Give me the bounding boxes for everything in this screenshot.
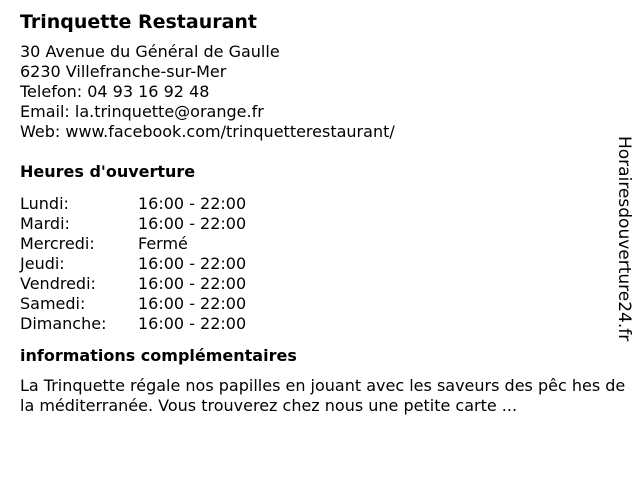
email-line: Email: la.trinquette@orange.fr xyxy=(20,102,264,121)
day-label: Jeudi: xyxy=(20,254,65,273)
hours-row xyxy=(20,214,610,234)
day-label: Mardi: xyxy=(20,214,70,233)
restaurant-name: Trinquette Restaurant xyxy=(20,11,258,33)
address-line-1: 30 Avenue du Général de Gaulle xyxy=(20,42,280,61)
day-label: Lundi: xyxy=(20,194,69,213)
phone-line: Telefon: 04 93 16 92 48 xyxy=(20,82,210,101)
hours-value: 16:00 - 22:00 xyxy=(138,254,247,273)
web-line: Web: www.facebook.com/trinquetterestaurant/ xyxy=(20,122,395,141)
hours-row xyxy=(20,194,610,214)
day-label: Vendredi: xyxy=(20,274,96,293)
address-line-2: 6230 Villefranche-sur-Mer xyxy=(20,62,227,81)
hours-row xyxy=(20,314,610,334)
hours-row xyxy=(20,234,610,254)
hours-value: Fermé xyxy=(138,234,188,253)
hours-row xyxy=(20,274,610,294)
day-label: Samedi: xyxy=(20,294,86,313)
day-label: Mercredi: xyxy=(20,234,95,253)
day-label: Dimanche: xyxy=(20,314,107,333)
contact-block xyxy=(20,42,610,142)
hours-value: 16:00 - 22:00 xyxy=(138,274,247,293)
additional-info-text: La Trinquette régale nos papilles en jouant avec les saveurs des pêc hes de la méditerranée. Vous trouverez chez nous une petite carte ... xyxy=(20,376,626,415)
opening-hours-table xyxy=(20,194,610,334)
additional-info-heading: informations complémentaires xyxy=(20,346,297,365)
opening-hours-heading: Heures d'ouverture xyxy=(20,162,196,181)
hours-value: 16:00 - 22:00 xyxy=(138,214,247,233)
hours-value: 16:00 - 22:00 xyxy=(138,194,247,213)
site-watermark: Horairesdouverture24.fr xyxy=(614,136,634,342)
hours-value: 16:00 - 22:00 xyxy=(138,294,247,313)
hours-row xyxy=(20,254,610,274)
hours-value: 16:00 - 22:00 xyxy=(138,314,247,333)
hours-row xyxy=(20,294,610,314)
